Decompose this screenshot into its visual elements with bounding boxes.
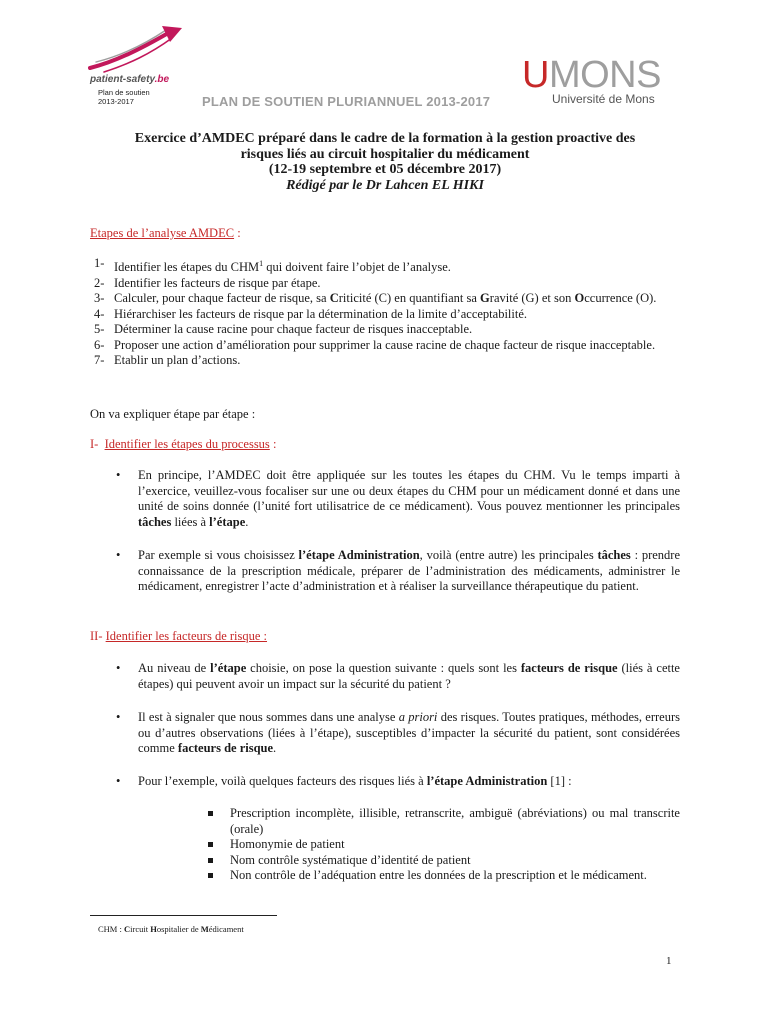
arrow-swoosh-icon [84, 22, 194, 78]
brand-years: 2013-2017 [98, 97, 134, 106]
section1-bullets [116, 548, 680, 595]
title-author: Rédigé par le Dr Lahcen EL HIKI [286, 177, 484, 193]
plan-title: PLAN DE SOUTIEN PLURIANNUEL 2013-2017 [202, 94, 491, 109]
section1-bullets [116, 468, 680, 530]
intro-text: On va expliquer étape par étape : [90, 407, 256, 421]
title-line: risques liés au circuit hospitalier du médicament [240, 146, 530, 162]
list-item: • Il est à signaler que nous sommes dans une analyse a priori des risques. Toutes pratiques, méthodes, erreurs ou d’autres observations (liées à l’étape), susceptibles d’impacter la sécurité du patient, sont considérées comme facteurs de risque. [116, 710, 680, 757]
section-heading-2: II- Identifier les facteurs de risque : [90, 629, 268, 643]
title-line: Exercice d’AMDEC préparé dans le cadre de la formation à la gestion proactive des [134, 131, 636, 146]
steps-heading: Etapes de l’analyse AMDEC : [90, 226, 241, 240]
patient-safety-logo [84, 22, 194, 104]
title-dates: (12-19 septembre et 05 décembre 2017) [268, 162, 502, 177]
list-item: 1- Identifier les étapes du CHM$^1$ qui doivent faire l’objet de l’analyse. [94, 256, 451, 275]
list-item: 5- Déterminer la cause racine pour chaque facteur de risques inacceptable. [94, 322, 473, 337]
section-heading-1: I- Identifier les étapes du processus : [90, 437, 277, 451]
footnote-ref[interactable]: 1 [259, 259, 264, 268]
section2-bullets [116, 774, 680, 790]
list-item: Homonymie de patient [206, 837, 680, 853]
umons-wordmark: UMONS [522, 54, 661, 96]
list-item: • Au niveau de l’étape choisie, on pose la question suivante : quels sont les facteurs de risque (liés à cette étapes) qui peuvent avoir un impact sur la sécurité du patient ? [116, 661, 680, 692]
list-item: Nom contrôle systématique d’identité de patient [206, 853, 680, 869]
list-item: 3- Calculer, pour chaque facteur de risque, sa Criticité (C) en quantifiant sa Gravité (G) et son Occurrence (O). [94, 291, 657, 306]
university-name: Université de Mons [552, 92, 655, 106]
list-item: 7- Etablir un plan d’actions. [94, 353, 241, 368]
list-item: 2- Identifier les facteurs de risque par étape. [94, 275, 321, 290]
steps-list [94, 256, 680, 369]
risk-factor-list [206, 806, 680, 884]
section2-bullets [116, 661, 680, 692]
list-item: 6- Proposer une action d’amélioration pour supprimer la cause racine de chaque facteur de risque inacceptable. [94, 337, 656, 352]
list-item: Prescription incomplète, illisible, retranscrite, ambiguë (abréviations) ou mal transcrite (orale) [206, 806, 680, 837]
brand-name: patient-safety.be [90, 74, 170, 85]
footnote-divider [90, 915, 277, 916]
section2-bullets [116, 710, 680, 757]
list-item: • Par exemple si vous choisissez l’étape Administration, voilà (entre autre) les principales tâches : prendre connaissance de la prescription médicale, préparer de l’administration des médicaments, administrer le médicament, enregistrer l’acte d’administration et à réaliser la surveillance thérapeutique du patient. [116, 548, 680, 595]
brand-subtitle: Plan de soutien [98, 88, 150, 97]
list-item: Non contrôle de l’adéquation entre les données de la prescription et le médicament. [206, 868, 680, 884]
footnote: CHM : Circuit Hospitalier de Médicament [98, 924, 244, 934]
umons-logo [522, 56, 682, 112]
list-item: • Pour l’exemple, voilà quelques facteurs des risques liés à l’étape Administration [1] : [116, 774, 680, 790]
list-item: • En principe, l’AMDEC doit être appliquée sur les toutes les étapes du CHM. Vu le temps imparti à l’exercice, veuillez-vous focaliser sur une ou deux étapes du CHM pour un médicament donné et dans une unité de soins donnée (l’unité fort utilisatrice de ce médicament). Vous pouvez mentionner les principales tâches liées à l’étape. [116, 468, 680, 530]
document-title [90, 131, 680, 193]
page-number: 1 [666, 955, 672, 967]
list-item: 4- Hiérarchiser les facteurs de risque par la détermination de la limite d’acceptabilité. [94, 306, 528, 321]
